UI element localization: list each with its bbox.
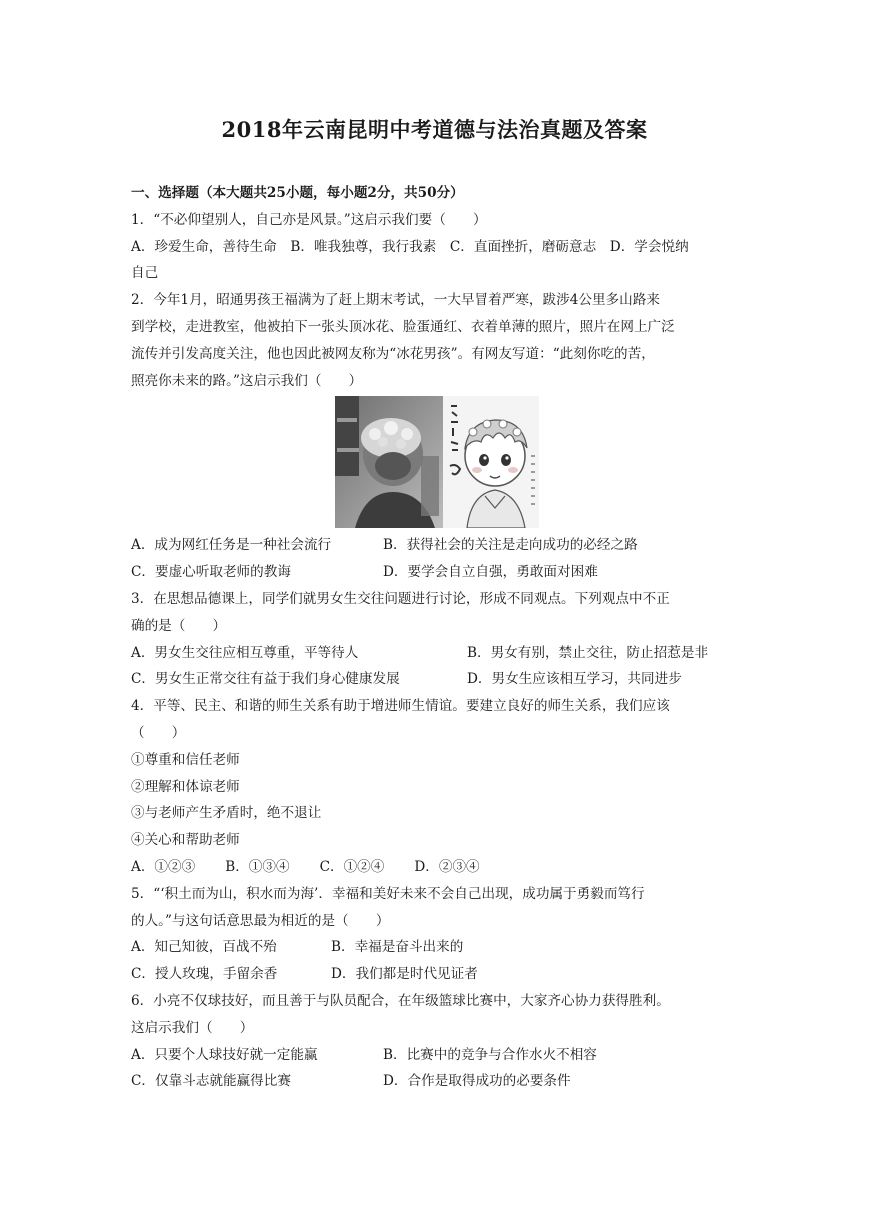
question-stem: 6．小亮不仅球技好，而且善于与队员配合，在年级篮球比赛中，大家齐心协力获得胜利。 [131, 992, 670, 1009]
ice-flower-boy-figure [131, 395, 743, 529]
question-options [131, 854, 743, 881]
question-stem: 的人。”与这句话意思最为相近的是（ ） [131, 912, 390, 929]
option-d: D．合作是取得成功的必要条件 [383, 1073, 571, 1090]
option-c: C．要虚心听取老师的教诲 [131, 564, 291, 581]
question-6 [131, 988, 743, 1095]
question-options [131, 532, 743, 559]
question-stem: 这启示我们（ ） [131, 1019, 254, 1036]
question-stem: （ ） [131, 724, 186, 741]
option-c: C．仅靠斗志就能赢得比赛 [131, 1073, 291, 1090]
question-stem: 照亮你未来的路。”这启示我们（ ） [131, 372, 363, 389]
statement-item: ①尊重和信任老师 [131, 751, 240, 768]
statement-item: ④关心和帮助老师 [131, 832, 240, 849]
document-body [131, 180, 743, 1095]
ice-flower-boy-photo [335, 396, 539, 528]
statement-item: ②理解和体谅老师 [131, 778, 240, 795]
question-stem: 1．“不必仰望别人，自己亦是风景。”这启示我们要（ ） [131, 211, 487, 228]
option-b: B．男女有别，禁止交往，防止招惹是非 [467, 644, 709, 661]
question-stem: 4．平等、民主、和谐的师生关系有助于增进师生情谊。要建立良好的师生关系，我们应该 [131, 698, 670, 715]
option-b: B．幸福是奋斗出来的 [331, 939, 464, 956]
question-stem: 流传并引发高度关注，他也因此被网友称为“冰花男孩”。有网友写道：“此刻你吃的苦， [131, 345, 655, 362]
question-options: A．珍爱生命，善待生命 B．唯我独尊，我行我素 C．直面挫折，磨砺意志 D．学会悦纳 [131, 238, 689, 255]
question-1 [131, 207, 743, 287]
question-options [131, 961, 743, 988]
question-options [131, 666, 743, 693]
option-d: D．男女生应该相互学习，共同进步 [467, 671, 682, 688]
option-a: A．只要个人球技好就一定能赢 [131, 1046, 318, 1063]
option-d: D．我们都是时代见证者 [331, 966, 478, 983]
option-a: A．①②③ [131, 858, 196, 875]
option-a: A．知己知彼，百战不殆 [131, 939, 277, 956]
question-options [131, 1042, 743, 1069]
question-stem: 3．在思想品德课上，同学们就男女生交往问题进行讨论，形成不同观点。下列观点中不正 [131, 590, 670, 607]
section-heading: 一、选择题（本大题共25小题，每小题2分，共50分） [131, 185, 464, 201]
question-2 [131, 287, 743, 586]
question-options-continued: 自己 [131, 265, 159, 282]
question-options [131, 559, 743, 586]
option-b: B．比赛中的竞争与合作水火不相容 [383, 1046, 597, 1063]
question-4 [131, 693, 743, 881]
question-3 [131, 586, 743, 693]
question-5 [131, 881, 743, 988]
option-b: B．①③④ [225, 858, 290, 875]
question-stem: 5．“‘积土而为山，积水而为海’．幸福和美好未来不会自己出现，成功属于勇毅而笃行 [131, 885, 645, 902]
option-c: C．授人玫瑰，手留余香 [131, 966, 278, 983]
option-a: A．成为网红任务是一种社会流行 [131, 537, 332, 554]
question-stem: 确的是（ ） [131, 617, 227, 634]
statement-item: ③与老师产生矛盾时，绝不退让 [131, 805, 322, 822]
document-title: 2018年云南昆明中考道德与法治真题及答案 [221, 117, 648, 142]
question-options [131, 640, 743, 667]
question-stem: 2．今年1月，昭通男孩王福满为了赶上期末考试，一大早冒着严寒，跋涉4公里多山路来 [131, 292, 660, 309]
option-d: D．要学会自立自强，勇敢面对困难 [383, 564, 598, 581]
option-c: C．男女生正常交往有益于我们身心健康发展 [131, 671, 400, 688]
option-a: A．男女生交往应相互尊重，平等待人 [131, 644, 359, 661]
question-stem: 到学校，走进教室，他被拍下一张头顶冰花、脸蛋通红、衣着单薄的照片，照片在网上广泛 [131, 318, 675, 335]
option-c: C．①②④ [319, 858, 385, 875]
option-d: D．②③④ [414, 858, 480, 875]
question-options [131, 1068, 743, 1095]
question-options [131, 934, 743, 961]
option-b: B．获得社会的关注是走向成功的必经之路 [383, 537, 638, 554]
